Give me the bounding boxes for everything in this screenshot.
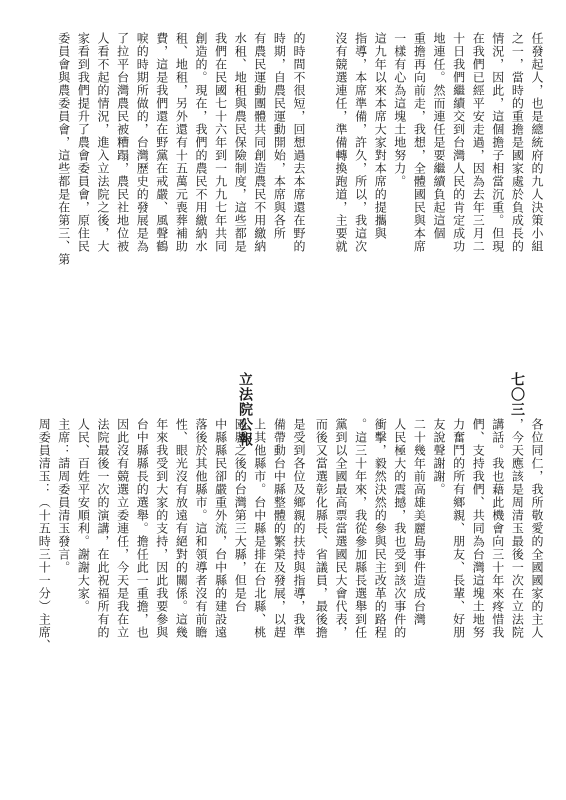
text-column: 沒有競選連任，準備轉換跑道，主要就 [334, 32, 348, 253]
text-column: 力奮鬥的所有鄉親、朋友、長輩、好朋 [451, 418, 466, 639]
speaker-line: 主席：請周委員清玉發言。 [56, 418, 71, 574]
text-column: 費，這是我們還在野黨在戒嚴、風聲鶴 [154, 32, 169, 253]
text-column: 的時間不很短，回想過去本席還在野的 [292, 32, 306, 253]
publication-title: 立法院公報 [237, 372, 253, 447]
text-column: 這九年以來本席大家對本席的提攜與 [373, 32, 388, 240]
text-column: 人民、百姓平安順利。謝謝大家。 [76, 418, 91, 613]
text-column: 園縣之後的台灣第三大縣，但是台 [233, 418, 248, 613]
text-column: 人民極大的震撼，我也受到該次事件的 [392, 418, 407, 639]
page-number: 七〇三 [509, 372, 525, 417]
text-column: 我們在民國七十六年到一九九七年共同 [213, 32, 228, 253]
text-column: 唳的時期所做的，台灣歷史的發展是為 [135, 32, 150, 253]
text-column: 委員會與農委員會，這些都是在第三、第 [56, 32, 71, 266]
text-column: 黨到以全國最高票當選國民大會代表， [334, 418, 348, 639]
text-column: 時期，自農民運動開始，本席與各所 [272, 32, 287, 240]
text-column: 租、地租，另外還有十五萬元喪葬補助 [174, 32, 189, 253]
text-column: 情況，因此，這個擔子相當沉重。但現 [490, 32, 505, 253]
text-column: 創造的。現在，我們的農民不用繳納水 [194, 32, 208, 253]
text-column: 講話。我也藉此機會向三十年來疼惜我 [490, 418, 505, 639]
speaker-line: 周委員清玉：（十五時三十一分）主席、 [37, 418, 52, 652]
text-column: 。這三十年來，我從參加縣長選舉到任 [353, 418, 368, 639]
text-column: 衝擊，毅然決然的參與民主改革的路程 [373, 418, 388, 639]
text-column: 二十幾年前高雄美麗島事件造成台灣 [412, 418, 427, 626]
text-column: 在我們已經平安走過，因為去年三月二 [471, 32, 486, 253]
text-column: 是受到各位及鄉親的扶持與指導，我準 [292, 418, 306, 639]
text-column: 法院最後一次的演講，在此祝福所有的 [96, 418, 110, 639]
text-column: 一樣有心為這塊土地努力。 [392, 32, 407, 188]
text-column: 十日我們繼續交到台灣人民的肯定成功 [451, 32, 466, 253]
text-column: 備帶動台中縣整體的繁榮及發展，以趕 [272, 418, 287, 639]
text-column: 上其他縣市。台中縣是排在台北縣、桃 [252, 418, 267, 639]
text-column: 地連任。然而連任是要繼續負起這個 [432, 32, 446, 240]
text-column: 了拉平台灣農民被糟蹋，農民社地位被 [115, 32, 130, 253]
text-column: 年來我受到大家的支持，因此我要參與 [154, 418, 169, 639]
text-column: 指導，本席準備，許久，所以，我這次 [353, 32, 368, 253]
text-column: 家看到我們提升了農會委員會，原住民 [76, 32, 91, 253]
text-column: 而後又當選彰化縣長、省議員，最後擔 [314, 418, 329, 639]
text-column: 人看不起的情況，進入立法院之後，大 [96, 32, 110, 253]
text-column: 落後於其他縣市。這和領導者沒有前瞻 [194, 418, 208, 639]
text-column: 重擔再向前走，我想，全體國民與本席 [412, 32, 427, 253]
text-column: 任發起人，也是總統府的九人決策小組 [530, 32, 544, 253]
text-column: 有農民運動團體共同創造農民不用繳納 [252, 32, 267, 253]
text-column: ，今天應該是周清玉最後一次在立法院 [510, 418, 525, 639]
text-column: 台中縣縣長的選舉。擔任此一重擔，也 [135, 418, 150, 639]
text-column: 水租、地租與農民保險制度，這些都是 [233, 32, 248, 253]
text-column: 中縣縣民卻嚴重外流，台中縣的建設遠 [213, 418, 228, 639]
text-column: 各位同仁，我所敬愛的全國國家的主人 [530, 418, 544, 639]
text-column: 友說聲謝謝。 [432, 418, 446, 496]
text-column: 們、支持我們、共同為台灣這塊土地努 [471, 418, 486, 639]
text-column: 因此沒有競選立委連任，今天是我在立 [115, 418, 130, 639]
text-column: 之一，當時的重擔是國家處於負成長的 [510, 32, 525, 253]
text-column: 性、眼光沒有放遠有絕對的關係。這幾 [174, 418, 189, 639]
